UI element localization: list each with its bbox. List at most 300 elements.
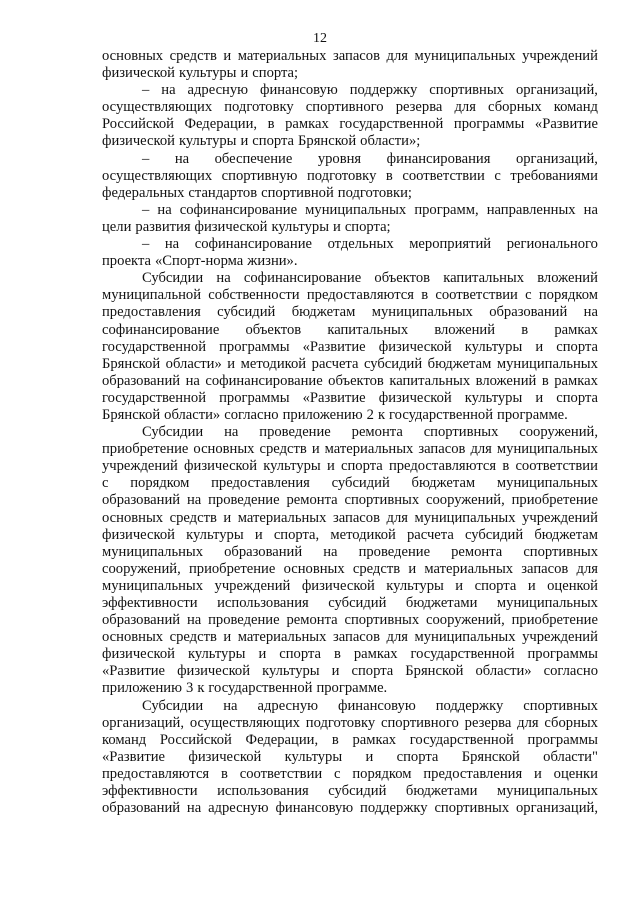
word: спорта <box>341 458 383 475</box>
word: для <box>386 509 408 526</box>
text-line <box>102 322 598 339</box>
word: с <box>494 167 501 184</box>
word: «Развитие <box>302 338 366 355</box>
text-line <box>102 390 598 407</box>
word: соответствии <box>435 287 518 304</box>
word: спортивной <box>261 184 334 201</box>
text-line <box>102 287 598 304</box>
word: физической <box>184 458 258 475</box>
word: приобретение <box>188 560 276 577</box>
word: приложению <box>102 680 183 697</box>
word: приобретение <box>511 492 598 509</box>
word: с <box>525 287 532 304</box>
word: развития <box>135 218 191 235</box>
word: программе. <box>316 680 388 697</box>
word: организаций, <box>515 800 598 817</box>
word: основных <box>102 509 164 526</box>
word: и <box>311 441 320 458</box>
word: программы <box>527 731 598 748</box>
word: запасов <box>332 629 380 646</box>
word: образований <box>102 800 181 817</box>
word: объектов <box>328 372 384 389</box>
word: для <box>576 560 598 577</box>
text-line <box>102 424 598 441</box>
word: физической <box>102 646 175 663</box>
word: финансирования <box>386 150 491 167</box>
word: предоставляются <box>102 765 210 782</box>
word: государственной <box>102 338 207 355</box>
word: требованиями <box>510 167 598 184</box>
word: средств <box>169 48 217 64</box>
text-line <box>102 185 598 202</box>
word: бюджетам <box>534 526 598 543</box>
word: оценкой <box>547 577 598 594</box>
word: и <box>227 355 236 372</box>
word: осуществляющих <box>102 167 213 184</box>
word: культуры <box>178 65 237 82</box>
word: спорта <box>351 663 394 680</box>
word: команд <box>553 99 598 116</box>
word: спорта, <box>273 526 320 543</box>
word: Федерации, <box>245 731 319 748</box>
word: предоставляются <box>388 458 497 475</box>
word: на <box>164 236 180 253</box>
word: Субсидии <box>142 270 204 287</box>
word: рамках <box>352 731 397 748</box>
word: предоставления <box>423 765 523 782</box>
word: физической <box>188 748 262 765</box>
word: адресную <box>257 697 319 714</box>
word: материальных <box>237 509 327 526</box>
word: на <box>186 800 202 817</box>
word: физической <box>102 65 175 82</box>
word: средств <box>169 629 217 646</box>
word: регионального <box>506 236 598 253</box>
word: и <box>455 577 464 594</box>
word: эффективности <box>102 783 198 800</box>
word: бюджетами <box>405 783 478 800</box>
word: культуры <box>386 577 444 594</box>
word: учреждений <box>522 48 598 64</box>
word: резерва <box>395 99 443 116</box>
word: на <box>186 612 202 629</box>
word: спорта; <box>344 218 391 235</box>
word: объектов <box>374 270 431 287</box>
word: адресную <box>208 800 269 817</box>
word: культуры <box>186 526 244 543</box>
word: спорта <box>396 748 439 765</box>
word: физической <box>194 218 268 235</box>
word: субсидий <box>328 595 387 611</box>
word: государственной <box>410 646 515 663</box>
word: основных <box>102 629 164 646</box>
word: материальных <box>424 560 514 577</box>
word: и <box>408 560 417 577</box>
word: спортивных <box>434 800 510 817</box>
word: к <box>197 680 205 697</box>
word: средств <box>259 441 307 458</box>
word: соответствии <box>402 167 485 184</box>
word: мероприятий <box>409 236 492 253</box>
word: запасов <box>521 560 569 577</box>
word: 2 <box>366 406 374 423</box>
word: на <box>224 424 239 441</box>
text-line <box>102 373 598 390</box>
word: обеспечение <box>214 150 293 167</box>
word: 3 <box>186 680 194 697</box>
word: Российской <box>159 731 232 748</box>
text-line <box>102 441 598 458</box>
word: и <box>223 629 232 646</box>
word: запасов <box>332 509 380 526</box>
word: организаций, <box>515 150 598 167</box>
word: субсидий <box>328 783 387 800</box>
word: вложений <box>537 270 598 287</box>
word: учреждений <box>214 577 291 594</box>
text-line <box>102 65 598 82</box>
word: Брянской <box>461 748 520 765</box>
text-line <box>102 202 598 219</box>
word: порядком <box>130 475 190 492</box>
word: программы <box>219 389 290 406</box>
word: сборных <box>544 714 598 731</box>
word: Субсидии <box>142 424 204 441</box>
word: методикой <box>240 355 307 372</box>
word: подготовку <box>224 99 294 116</box>
text-line <box>102 646 598 663</box>
text-line <box>102 151 598 168</box>
text-line <box>102 492 598 509</box>
word: финансовую <box>338 697 416 714</box>
word: в <box>331 731 339 748</box>
word: физической <box>102 133 175 150</box>
word: на <box>583 304 598 321</box>
word: на <box>186 492 202 509</box>
text-line <box>102 253 598 270</box>
word: капитальных <box>327 321 409 338</box>
word: основных <box>283 560 345 577</box>
word: физической <box>378 338 452 355</box>
word: рамках <box>285 116 329 133</box>
word: образований <box>224 543 303 560</box>
word: к <box>377 406 386 423</box>
word: спортивного <box>381 714 459 731</box>
word: команд <box>102 731 147 748</box>
text-line <box>102 595 598 612</box>
word: рамках <box>353 646 398 663</box>
word: поддержку <box>360 800 428 817</box>
word: в <box>385 167 393 184</box>
body-text <box>102 48 598 817</box>
word: согласно <box>543 663 598 680</box>
word: и <box>535 338 544 355</box>
word: на <box>185 372 200 389</box>
word: осуществляющих <box>189 714 300 731</box>
text-line <box>102 236 598 253</box>
word: государственной <box>102 389 207 406</box>
word: предоставляются <box>306 287 414 304</box>
word: культуры <box>187 646 246 663</box>
word: приложению <box>282 406 363 423</box>
word: вложений <box>434 321 496 338</box>
word: и <box>333 218 341 235</box>
text-line <box>102 82 598 99</box>
text-line <box>102 544 598 561</box>
word: в <box>421 287 429 304</box>
word: образований <box>102 492 181 509</box>
word: использования <box>217 595 309 611</box>
word: методикой <box>330 526 396 543</box>
text-line <box>102 116 598 133</box>
word: и <box>223 509 232 526</box>
text-line <box>102 800 598 817</box>
word: приобретение <box>511 612 598 629</box>
word: в <box>267 116 275 133</box>
word: и <box>326 458 335 475</box>
word: проведение <box>208 492 280 509</box>
text-line <box>102 612 598 629</box>
word: ремонта <box>351 424 403 441</box>
word: для <box>470 441 492 458</box>
word: и <box>535 389 544 406</box>
word: и <box>331 663 340 680</box>
word: основных <box>102 48 164 64</box>
word: учреждений <box>522 509 598 526</box>
text-line <box>102 168 598 185</box>
word: стандартов <box>188 184 258 201</box>
word: бюджетами <box>405 595 478 611</box>
word: «Развитие <box>102 663 166 680</box>
word: культуры <box>284 748 343 765</box>
word: бюджетам <box>291 304 356 321</box>
word: спортивных <box>523 543 598 560</box>
word: объектов <box>245 321 302 338</box>
word: «Спорт-норма <box>155 253 244 270</box>
word: муниципальной <box>102 287 202 304</box>
word: программы <box>219 338 290 355</box>
word: софинансирование <box>179 201 298 218</box>
word: физической <box>378 389 452 406</box>
word: организаций, <box>515 82 598 99</box>
word: образований <box>102 612 181 629</box>
word: спортивных <box>344 612 420 629</box>
word: области» <box>165 355 222 372</box>
word: приобретение <box>102 441 189 458</box>
word: проведение <box>358 543 431 560</box>
word: использования <box>217 783 309 800</box>
word: расчета <box>407 526 454 543</box>
word: и <box>258 646 267 663</box>
word: собственности <box>208 287 300 304</box>
word: на <box>223 697 238 714</box>
word: программы <box>453 116 525 133</box>
word: культуры <box>178 133 237 150</box>
word: и <box>527 577 536 594</box>
word: проведение <box>208 612 280 629</box>
word: основных <box>193 441 255 458</box>
word: с <box>334 765 341 782</box>
word: бюджетам <box>411 475 476 492</box>
word: муниципальных <box>414 629 516 646</box>
word: подготовки; <box>337 184 412 201</box>
word: предоставления <box>211 475 310 492</box>
word: эффективности <box>102 595 198 611</box>
text-line <box>102 339 598 356</box>
word: поддержку <box>435 697 504 714</box>
word: «Развитие <box>302 389 366 406</box>
word: спортивных <box>423 424 499 441</box>
word: вложений <box>475 372 537 389</box>
word: области" <box>543 748 598 765</box>
word: для <box>454 99 476 116</box>
text-line <box>102 663 598 680</box>
word: ремонта <box>286 612 338 629</box>
word: и <box>240 133 249 150</box>
word: для <box>386 48 408 64</box>
word: соответствии <box>515 458 598 475</box>
word: учреждений <box>102 458 178 475</box>
word: бюджетам <box>427 355 492 372</box>
word: учреждений <box>522 629 598 646</box>
word: отдельных <box>327 236 394 253</box>
word: на <box>583 201 598 218</box>
word: с <box>102 475 109 492</box>
text-line <box>102 680 598 697</box>
word: муниципальных <box>371 304 473 321</box>
word: и <box>254 526 263 543</box>
word: программ, <box>414 201 479 218</box>
word: организаций, <box>102 714 184 731</box>
word: на <box>174 150 190 167</box>
text-line <box>102 219 598 236</box>
word: государственной <box>409 731 514 748</box>
word: спортивных <box>429 82 504 99</box>
text-line <box>102 578 598 595</box>
word: проекта <box>102 253 151 270</box>
word: софинансирование <box>243 270 362 287</box>
word: капитальных <box>389 372 471 389</box>
word: для <box>386 629 408 646</box>
word: спорта <box>252 133 295 150</box>
word: спортивного <box>305 99 384 116</box>
word: спорта <box>474 577 517 594</box>
word: порядком <box>352 765 412 782</box>
word: на <box>161 82 176 99</box>
word: в <box>502 458 510 475</box>
word: оценки <box>553 765 598 782</box>
word: рамках <box>554 321 598 338</box>
word: – <box>142 150 150 167</box>
word: муниципальных <box>414 509 516 526</box>
word: запасов <box>418 441 466 458</box>
text-line <box>102 133 598 150</box>
word: порядком <box>538 287 598 304</box>
word: средств <box>169 509 217 526</box>
text-line <box>102 561 598 578</box>
word: «Развитие <box>102 748 166 765</box>
word: субсидий <box>464 526 524 543</box>
word: и <box>223 48 232 64</box>
word: Брянской <box>102 406 161 423</box>
word: культуры <box>262 663 320 680</box>
word: в <box>220 765 228 782</box>
word: Федерации, <box>184 116 258 133</box>
word: спорта <box>556 338 598 355</box>
text-line <box>102 304 598 321</box>
word: подготовку <box>306 167 377 184</box>
word: муниципальных <box>496 783 598 800</box>
word: физической <box>177 663 251 680</box>
word: софинансирование <box>205 372 323 389</box>
word: на <box>157 201 172 218</box>
word: в <box>521 321 529 338</box>
word: муниципальных <box>102 577 204 594</box>
word: финансовую <box>260 82 338 99</box>
word: сборных <box>488 99 542 116</box>
word: софинансирование <box>102 321 220 338</box>
text-line <box>102 475 598 492</box>
word: на <box>323 543 338 560</box>
word: субсидий <box>363 355 423 372</box>
page-number: 12 <box>313 31 327 46</box>
word: муниципальных <box>305 201 407 218</box>
word: Брянской <box>405 663 464 680</box>
text-line <box>102 356 598 373</box>
word: для <box>517 714 539 731</box>
word: соответствии <box>239 765 323 782</box>
word: спорта <box>279 646 321 663</box>
word: рамках <box>554 372 598 389</box>
word: культуры <box>271 218 330 235</box>
word: софинансирование <box>194 236 313 253</box>
word: образований <box>489 304 568 321</box>
word: материальных <box>237 48 327 64</box>
word: осуществляющих <box>102 99 213 116</box>
text-line <box>102 698 598 715</box>
word: муниципальных <box>496 595 598 611</box>
text-line <box>102 270 598 287</box>
word: предоставления <box>102 304 201 321</box>
word: государственной <box>208 680 313 697</box>
word: федеральных <box>102 184 185 201</box>
word: сооружений, <box>519 424 598 441</box>
word: государственной <box>389 406 494 423</box>
text-line <box>102 732 598 749</box>
word: материальных <box>324 441 414 458</box>
text-line <box>102 407 598 424</box>
word: спорта; <box>252 65 299 82</box>
text-line <box>102 629 598 646</box>
word: направленных <box>486 201 576 218</box>
text-line <box>102 783 598 800</box>
word: физической <box>102 526 175 543</box>
word: субсидий <box>331 475 390 492</box>
text-line <box>102 527 598 544</box>
word: цели <box>102 218 132 235</box>
word: и <box>240 65 249 82</box>
word: в <box>541 372 549 389</box>
word: образований <box>102 372 181 389</box>
text-line <box>102 510 598 527</box>
word: спорта <box>556 389 598 406</box>
word: проведение <box>259 424 331 441</box>
word: Субсидии <box>142 697 204 714</box>
word: муниципальных <box>414 48 516 64</box>
word: подготовку <box>305 714 376 731</box>
word: – <box>142 82 150 99</box>
word: капитальных <box>443 270 525 287</box>
word: программы <box>527 646 598 663</box>
